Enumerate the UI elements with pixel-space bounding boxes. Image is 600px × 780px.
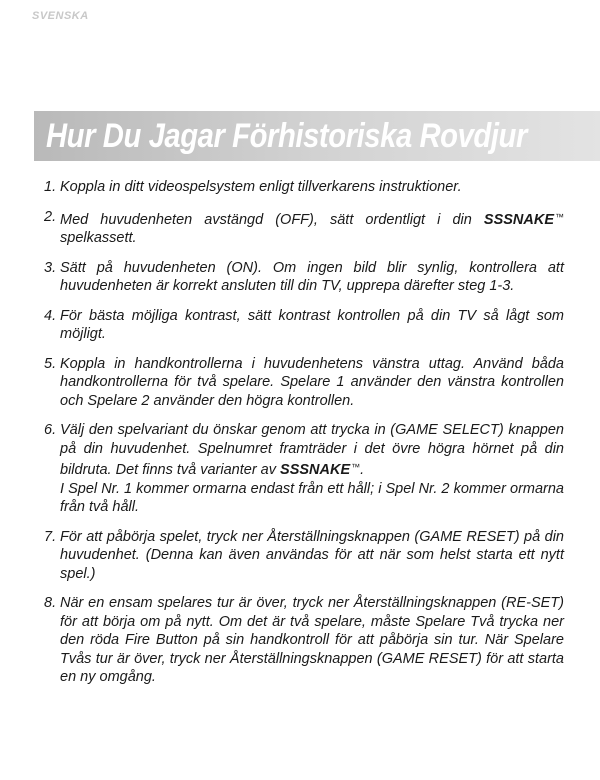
instruction-step-2 xyxy=(44,208,564,248)
step-number: 8. xyxy=(44,595,57,611)
step-number: 4. xyxy=(44,307,57,324)
step-paragraph-2: I Spel Nr. 1 kommer ormarna endast från ett håll; i Spel Nr. 2 kommer ormarna från två håll. xyxy=(60,480,564,515)
step-number: 1. xyxy=(44,179,57,195)
step-number: 6. xyxy=(44,422,57,438)
title-banner xyxy=(34,111,600,161)
step-paragraph xyxy=(60,421,564,480)
brand-name: SSSNAKE xyxy=(280,462,351,478)
brand-name: SSSNAKE xyxy=(483,211,555,228)
step-number: 5. xyxy=(44,355,57,372)
instruction-step-1 xyxy=(44,178,564,197)
page-title: Hur Du Jagar Förhistoriska Rovdjur xyxy=(46,117,527,155)
step-number: 3. xyxy=(44,259,57,276)
instruction-step-8 xyxy=(44,594,564,687)
instruction-step-6 xyxy=(44,421,564,517)
trademark-symbol: ™ xyxy=(555,211,565,222)
trademark-symbol: ™ xyxy=(351,462,361,472)
step-text: När en ensam spelares tur är över, tryck ner Återställningsknappen (RE-SET) för att börja om på nytt. Om det är två spelare, måste Spelare Två trycka ner den röda Fire Button på sin handkontroll för att påbörja sin tur. När Spelare Tvås tur är över, tryck ner Återställningsknappen (GAME RESET) för att starta en ny omgång. xyxy=(60,595,564,685)
instruction-step-3 xyxy=(44,259,564,296)
step-number: 7. xyxy=(44,528,57,545)
step-text: Med huvudenheten avstängd (OFF), sätt ordentligt i din xyxy=(60,211,472,228)
instruction-list xyxy=(44,178,564,698)
language-label: SVENSKA xyxy=(32,10,89,22)
step-number: 2. xyxy=(44,208,57,225)
step-text: För att påbörja spelet, tryck ner Återställningsknappen (GAME RESET) på din huvudenhet. (Denna kan även användas för att när som helst starta ett nytt spel.) xyxy=(60,528,564,582)
step-text-continued: spelkassett. xyxy=(60,230,137,246)
step-text: Sätt på huvudenheten (ON). Om ingen bild blir synlig, kontrollera att huvudenheten är korrekt ansluten till din TV, upprepa därefter steg 1-3. xyxy=(60,259,564,294)
instruction-step-4 xyxy=(44,307,564,344)
step-text-continued: . xyxy=(360,462,365,478)
instruction-step-7 xyxy=(44,528,564,584)
step-text: För bästa möjliga kontrast, sätt kontrast kontrollen på din TV så lågt som möjligt. xyxy=(60,307,564,342)
step-text: Välj den spelvariant du önskar genom att trycka in (GAME SELECT) knappen på din huvudenhet. Spelnumret framträder i det övre högra hörnet på din bildruta. Det finns två varianter av xyxy=(60,422,564,478)
instruction-step-5 xyxy=(44,355,564,411)
step-text: Koppla in handkontrollerna i huvudenhetens vänstra uttag. Använd båda handkontrollerna för två spelare. Spelare 1 använder den vänstra kontrollen och Spelare 2 använder den högra kontrollen. xyxy=(60,355,564,409)
step-text: Koppla in ditt videospelsystem enligt tillverkarens instruktioner. xyxy=(60,179,462,195)
